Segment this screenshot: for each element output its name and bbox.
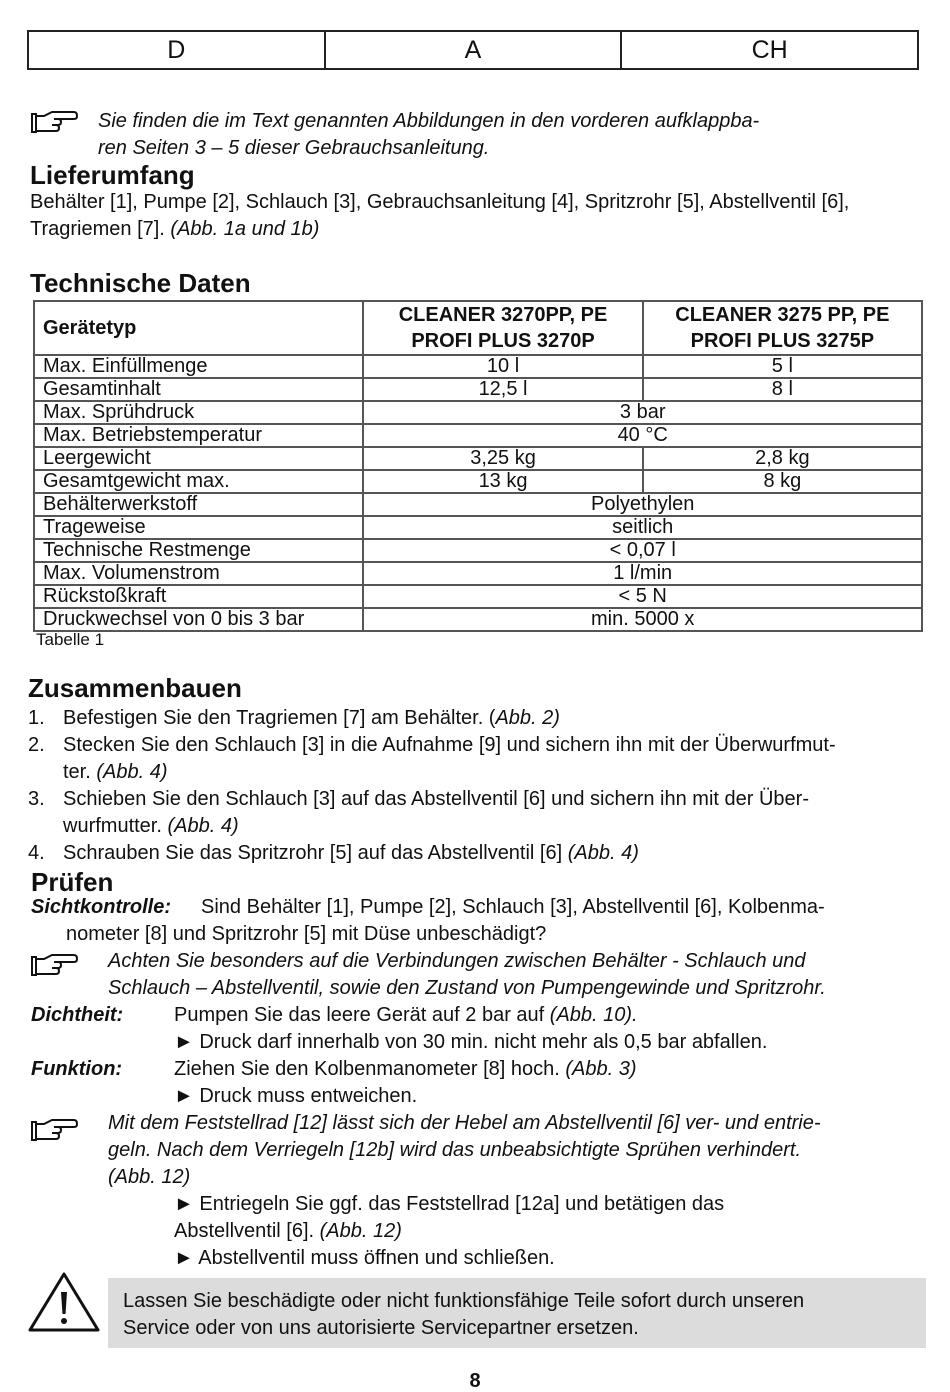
intro-note: Sie finden die im Text genannten Abbildungen in den vorderen aufklappba- ren Seiten 3 – 5 dieser Gebrauchsanleitung. (98, 110, 760, 159)
dichtheit-label: Dichtheit: (31, 1004, 124, 1026)
col-geraetetyp: Gerätetyp (34, 301, 363, 355)
warning-triangle-icon (27, 1270, 101, 1334)
country-a: A (326, 32, 623, 68)
specs-table (33, 300, 923, 632)
technische-daten-heading: Technische Daten (30, 268, 251, 298)
table-row: Behälterwerkstoff Polyethylen (34, 493, 922, 516)
lieferumfang-text: Behälter [1], Pumpe [2], Schlauch [3], Gebrauchsanleitung [4], Spritzrohr [5], Abstellventil [6], Tragriemen [7]. (Abb. 1a und 1b) (30, 191, 850, 240)
list-item: 2. Stecken Sie den Schlauch [3] in die Aufnahme [9] und sichern ihn mit der Überwurfmut- ter. (Abb. 4) (28, 734, 836, 783)
pointing-hand-icon (30, 1118, 78, 1144)
table-row: Gesamtinhalt 12,5 l 8 l (34, 378, 922, 401)
table-row: Max. Volumenstrom 1 l/min (34, 562, 922, 585)
country-ch: CH (751, 36, 788, 64)
table-row: Rückstoßkraft < 5 N (34, 585, 922, 608)
table-row: Max. Betriebstemperatur 40 °C (34, 424, 922, 447)
connection-note: Achten Sie besonders auf die Verbindungen zwischen Behälter - Schlauch und Schlauch – Abstellventil, sowie den Zustand von Pumpengewinde und Spritzrohr. (108, 950, 826, 999)
pointing-hand-icon (30, 110, 78, 136)
warning-box: Lassen Sie beschädigte oder nicht funktionsfähige Teile sofort durch unseren Service oder von uns autorisierte Servicepartner ersetzen. (108, 1278, 926, 1348)
table-row: Leergewicht 3,25 kg 2,8 kg (34, 447, 922, 470)
page-number: 8 (469, 1370, 481, 1392)
assembly-steps (28, 705, 923, 867)
table-row: Gesamtgewicht max. 13 kg 8 kg (34, 470, 922, 493)
table-caption: Tabelle 1 (36, 630, 105, 649)
funktion-text: Ziehen Sie den Kolbenmanometer [8] hoch. (Abb. 3) ► Druck muss entweichen. (174, 1058, 637, 1107)
table-row: Max. Einfüllmenge 10 l 5 l (34, 355, 922, 378)
dichtheit-text: Pumpen Sie das leere Gerät auf 2 bar auf (Abb. 10). ► Druck darf innerhalb von 30 min. nicht mehr als 0,5 bar abfallen. (174, 1004, 768, 1053)
pointing-hand-icon (30, 953, 78, 979)
country-header (27, 30, 919, 70)
funktion-label: Funktion: (31, 1058, 123, 1080)
col-model-b: CLEANER 3275 PP, PE PROFI PLUS 3275P (643, 301, 922, 355)
list-item: 4. Schrauben Sie das Spritzrohr [5] auf das Abstellventil [6] (Abb. 4) (28, 842, 639, 864)
list-item: 3. Schieben Sie den Schlauch [3] auf das Abstellventil [6] und sichern ihn mit der Über- wurfmutter. (Abb. 4) (28, 788, 809, 837)
table-row: Trageweise seitlich (34, 516, 922, 539)
specs-header-row (34, 301, 922, 355)
table-row: Technische Restmenge < 0,07 l (34, 539, 922, 562)
feststellrad-steps: ► Entriegeln Sie ggf. das Feststellrad [12a] und betätigen das Abstellventil [6]. (Abb. 12) ► Abstellventil muss öffnen und schließen. (174, 1193, 725, 1269)
col-model-a: CLEANER 3270PP, PE PROFI PLUS 3270P (363, 301, 642, 355)
country-d: D (29, 32, 326, 68)
list-item: 1. Befestigen Sie den Tragriemen [7] am Behälter. (Abb. 2) (28, 707, 560, 729)
feststellrad-note: Mit dem Feststellrad [12] lässt sich der Hebel am Abstellventil [6] ver- und entrie- geln. Nach dem Verriegeln [12b] wird das unbeabsichtigte Sprühen verhindert. (Abb. 12) (108, 1112, 821, 1188)
lieferumfang-heading: Lieferumfang (30, 160, 195, 190)
table-row: Max. Sprühdruck 3 bar (34, 401, 922, 424)
table-row: Druckwechsel von 0 bis 3 bar min. 5000 x (34, 608, 922, 631)
pruefen-heading: Prüfen (31, 867, 114, 897)
zusammenbauen-heading: Zusammenbauen (28, 673, 242, 703)
sichtkontrolle-block: Sichtkontrolle: Sind Behälter [1], Pumpe [2], Schlauch [3], Abstellventil [6], Kolbenma- nometer [8] und Spritzrohr [5] mit Düse unbeschädigt? (31, 896, 825, 945)
